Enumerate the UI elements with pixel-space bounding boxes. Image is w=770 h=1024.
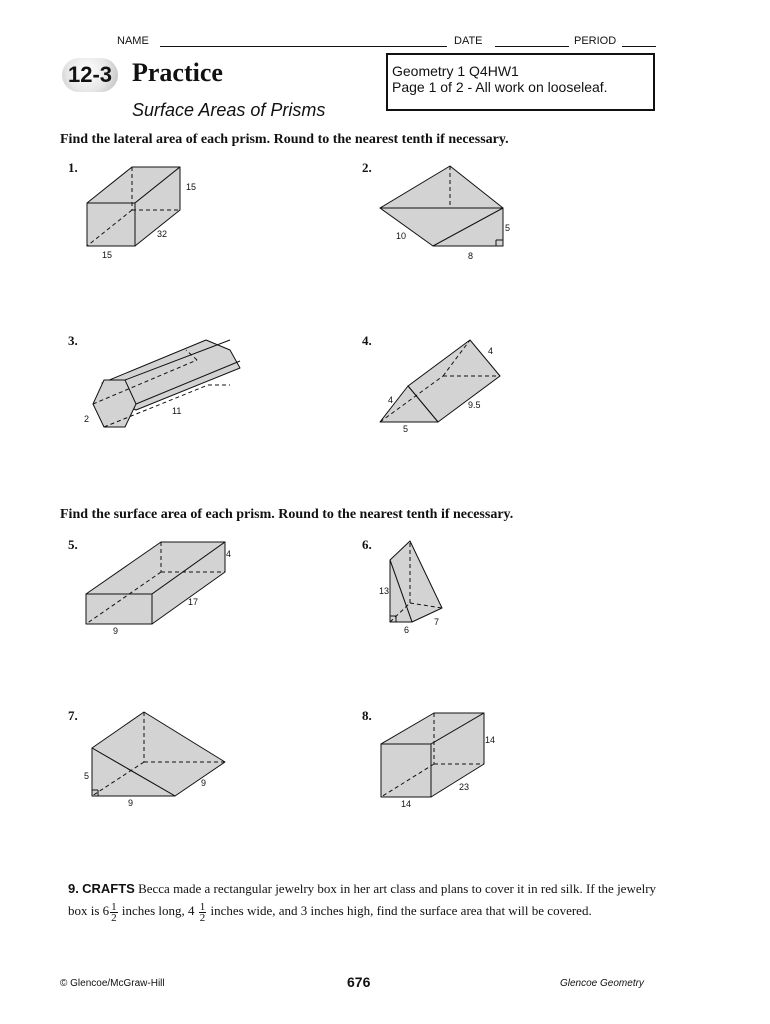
problem-1-label-height: 15 (186, 182, 197, 192)
problem-8-figure (370, 706, 520, 816)
footer-page-number: 676 (347, 974, 371, 990)
problem-7-number: 7. (68, 708, 78, 723)
period-label: PERIOD (574, 35, 617, 47)
date-label: DATE (454, 35, 483, 47)
page-subtitle: Surface Areas of Prisms (132, 100, 326, 120)
problem-2-figure (370, 160, 520, 270)
problem-6-label-slant: 7 (434, 617, 440, 627)
problem-4-number: 4. (362, 333, 372, 348)
problem-5-label-height: 4 (226, 549, 232, 559)
word-problem-text-a: Becca made a rectangular jewelry box in her art class and plans to cover it in red silk. If the jewelry box is 6 (68, 881, 657, 918)
problem-6-number: 6. (362, 537, 372, 552)
problem-8-label-width: 14 (401, 799, 412, 809)
problem-1-number: 1. (68, 160, 78, 175)
problem-6-figure (370, 535, 470, 645)
problem-7-label-height: 5 (84, 771, 90, 781)
problem-5-label-width: 9 (113, 626, 119, 636)
date-field[interactable] (495, 35, 569, 47)
page-title: Practice (132, 58, 223, 87)
problem-5-number: 5. (68, 537, 78, 552)
problem-5-label-length: 17 (188, 597, 199, 607)
problem-4-label-base: 5 (403, 424, 409, 434)
problem-3-label-side: 2 (84, 414, 90, 424)
fraction-one-half-b: $\frac{1}{2}$ (199, 900, 206, 924)
problem-8-label-length: 23 (459, 782, 470, 792)
lesson-number-badge: 12-3 (62, 58, 118, 92)
footer-book-title: Glencoe Geometry (560, 978, 644, 989)
word-problem-text-c: inches wide, and 3 inches high, find the surface area that will be covered. (210, 903, 592, 918)
problem-4-figure (370, 330, 520, 440)
problem-3-label-length: 11 (172, 406, 182, 416)
problem-4-label-side: 4 (388, 395, 394, 405)
problem-1-figure (70, 160, 210, 270)
problem-6-label-base: 6 (404, 625, 410, 635)
word-problem-9 (68, 878, 678, 923)
fraction-one-half-a: $\frac{1}{2}$ (111, 900, 117, 924)
problem-2-label-height: 5 (505, 223, 511, 233)
problem-2-label-base: 8 (468, 251, 474, 261)
problem-4-label-length: 9.5 (468, 400, 481, 410)
problem-7-label-base: 9 (128, 798, 134, 808)
word-problem-text-b: inches long, 4 (121, 903, 195, 918)
problem-3-figure (80, 330, 250, 440)
word-problem-keyword: CRAFTS (82, 881, 135, 896)
problem-8-label-height: 14 (485, 735, 496, 745)
name-label: NAME (117, 35, 149, 47)
problem-2-number: 2. (362, 160, 372, 175)
problem-8-number: 8. (362, 708, 372, 723)
problem-2-label-hyp: 10 (396, 231, 407, 241)
period-field[interactable] (622, 35, 656, 47)
name-field[interactable] (160, 35, 447, 47)
lateral-area-instructions: Find the lateral area of each prism. Round to the nearest tenth if necessary. (60, 132, 509, 147)
problem-4-label-top: 4 (488, 346, 494, 356)
assignment-note-box (386, 53, 655, 111)
problem-1-label-width: 15 (102, 250, 113, 260)
surface-area-instructions: Find the surface area of each prism. Round to the nearest tenth if necessary. (60, 507, 514, 522)
note-line-1: Geometry 1 Q4HW1 (392, 63, 519, 79)
problem-3-number: 3. (68, 333, 78, 348)
problem-6-label-height: 13 (379, 586, 390, 596)
note-line-2: Page 1 of 2 - All work on looseleaf. (392, 79, 608, 95)
problem-7-label-length: 9 (201, 778, 207, 788)
problem-1-label-length: 32 (157, 229, 168, 239)
problem-5-figure (70, 535, 240, 645)
problem-7-figure (75, 706, 235, 816)
word-problem-number: 9. (68, 881, 79, 896)
footer-copyright: © Glencoe/McGraw-Hill (60, 978, 165, 989)
